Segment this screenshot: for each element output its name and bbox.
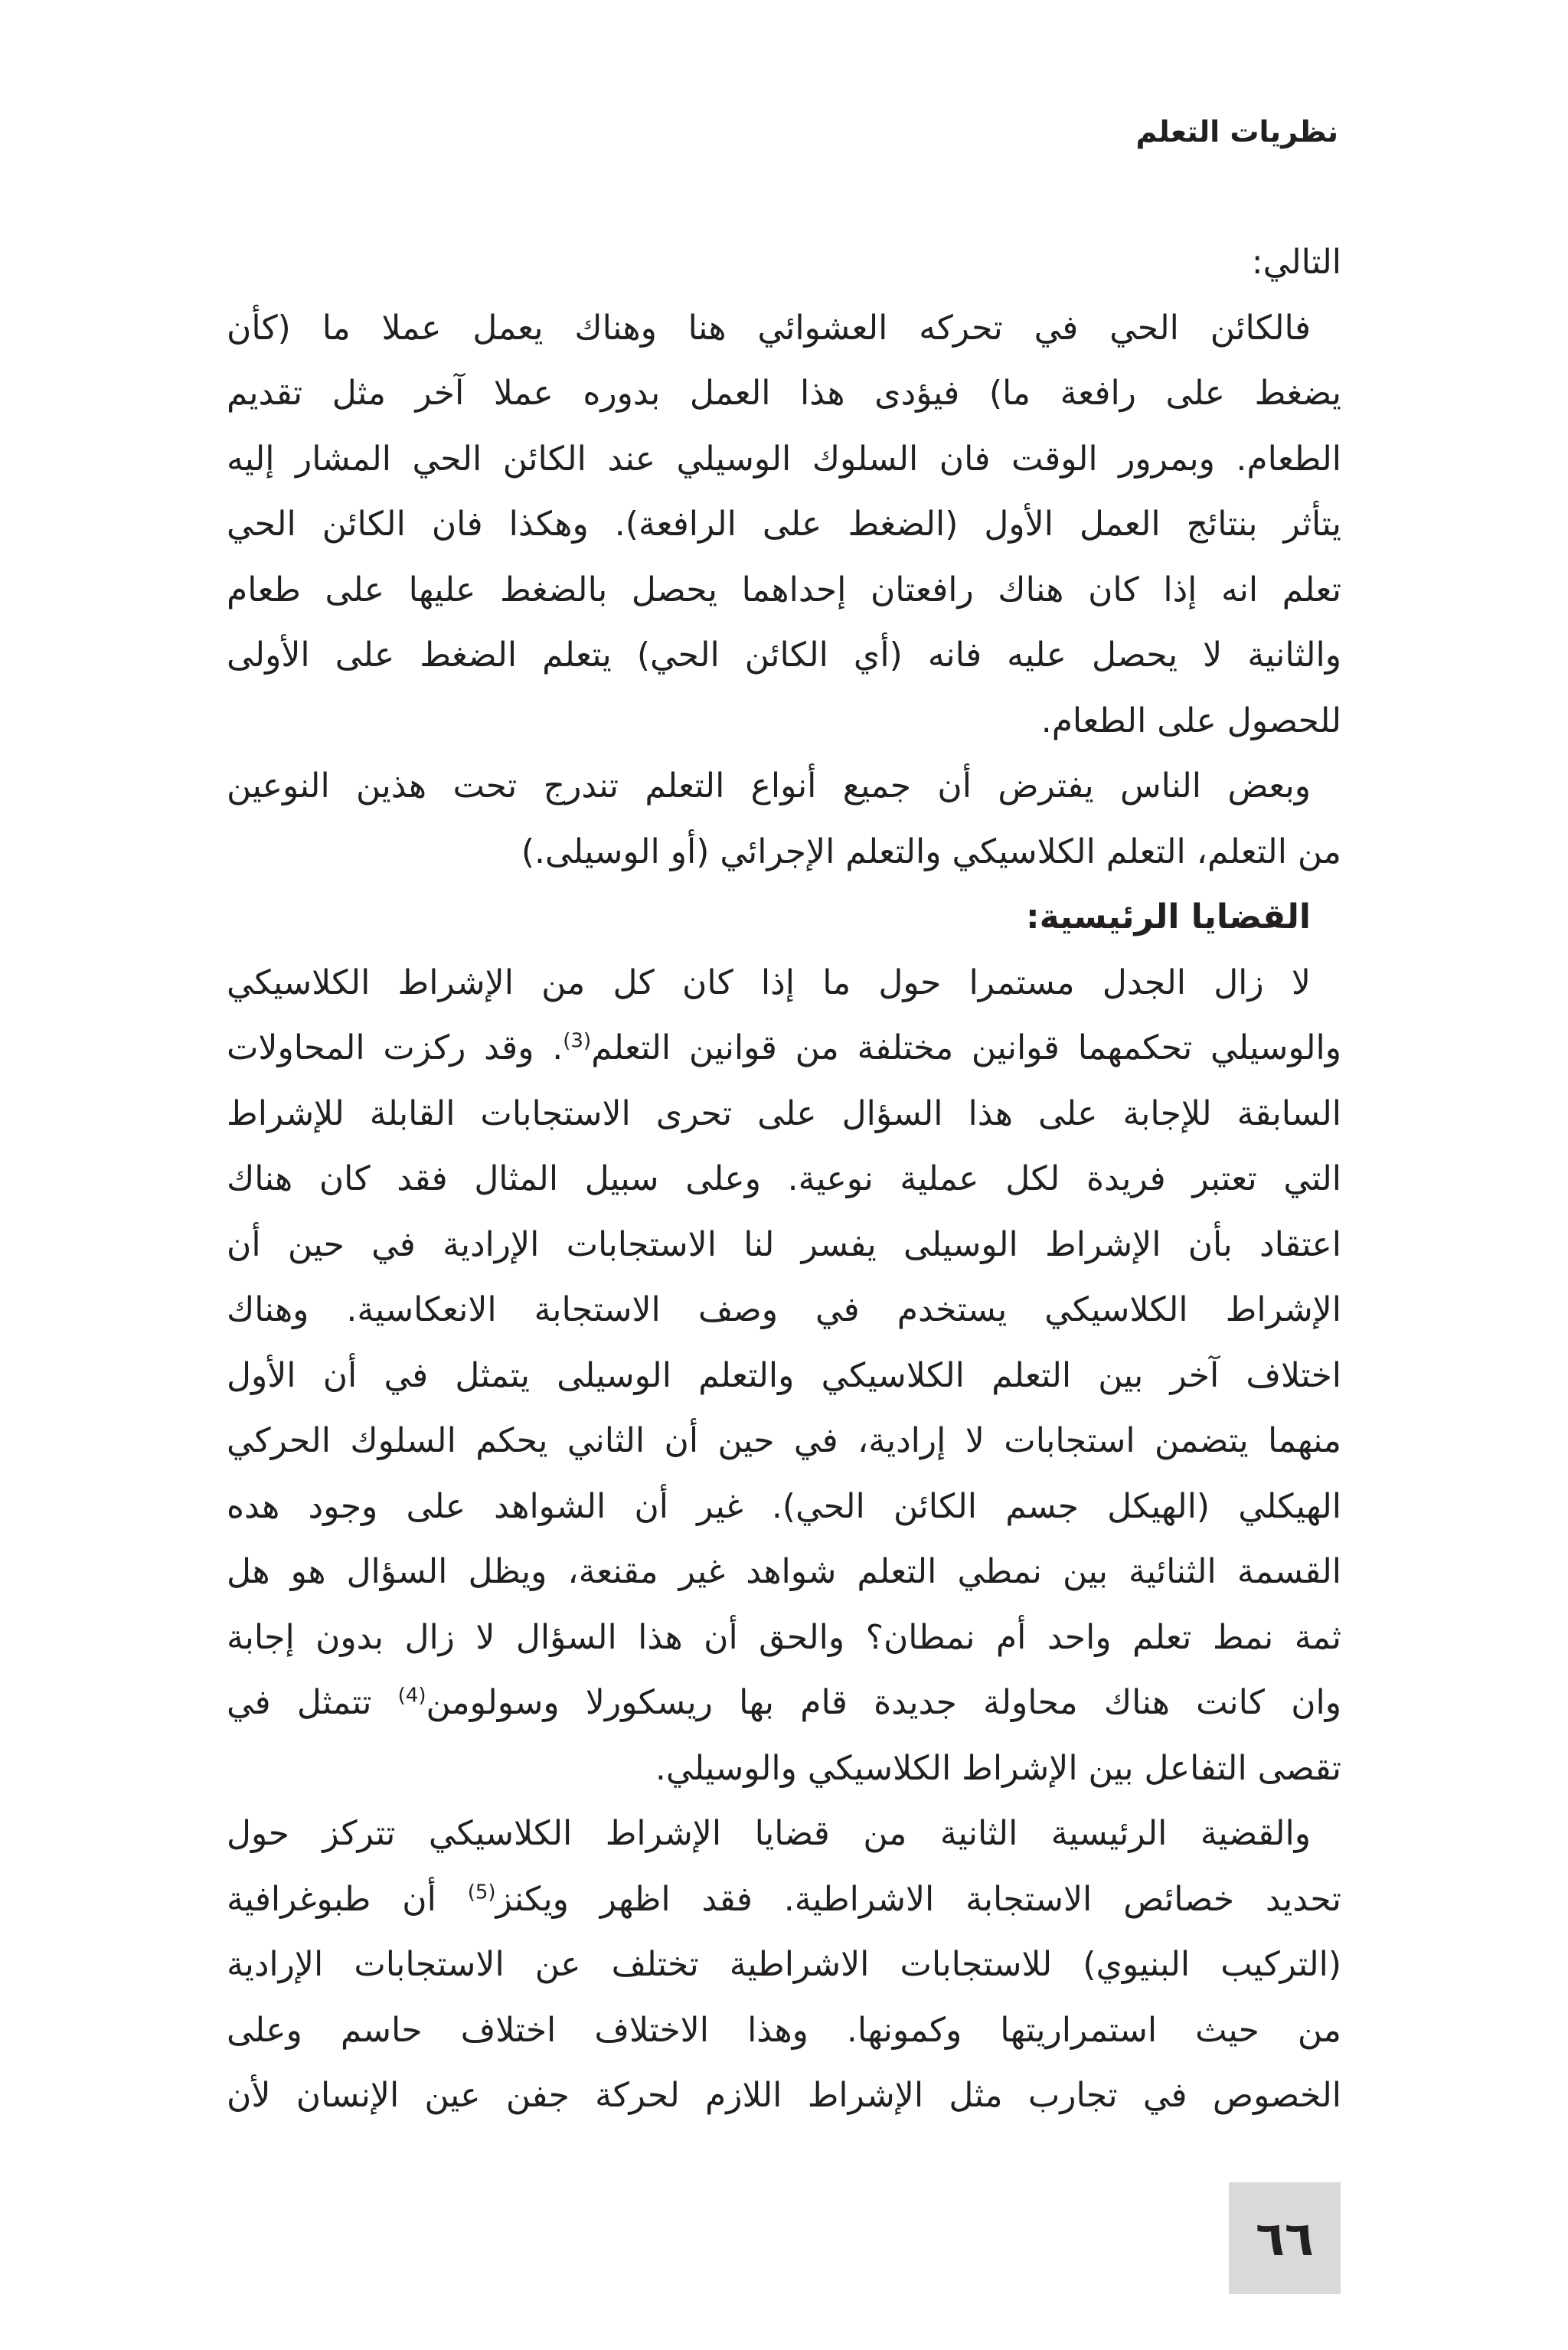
text-line: من حيث استمراريتها وكمونها. وهذا الاختلاف اختلاف حاسم وعلى (227, 2010, 1341, 2050)
text-line: وبعض الناس يفترض أن جميع أنواع التعلم تندرج تحت هذين النوعين (227, 766, 1311, 806)
text-line: الهيكلي (الهيكل جسم الكائن الحي). غير أن الشواهد على وجود هده (227, 1486, 1341, 1526)
text-line: اختلاف آخر بين التعلم الكلاسيكي والتعلم الوسيلى يتمثل في أن الأول (227, 1355, 1341, 1395)
text-line: السابقة للإجابة على هذا السؤال على تحرى الاستجابات القابلة للإشراط (227, 1093, 1341, 1133)
page-number: ٦٦ (1256, 2210, 1314, 2267)
running-header-title: نظريات التعلم (1135, 115, 1338, 149)
footnote-marker: (5) (467, 1880, 496, 1904)
text-line-with-footnote (227, 1867, 1341, 1933)
text-line: التالي: (1251, 243, 1341, 282)
text-line: الطعام. وبمرور الوقت فان السلوك الوسيلي عند الكائن الحي المشار إليه (227, 439, 1341, 479)
text-segment: تتمثل في (227, 1683, 398, 1722)
section-heading: القضايا الرئيسية: (1026, 897, 1311, 936)
text-line: لا زال الجدل مستمرا حول ما إذا كان كل من الإشراط الكلاسيكي (227, 963, 1311, 1002)
page-number-box (1229, 2182, 1341, 2294)
text-segment: وان كانت هناك محاولة جديدة قام بها ريسكورلا وسولومن (426, 1683, 1341, 1722)
text-line: والثانية لا يحصل عليه فانه (أي الكائن الحي) يتعلم الضغط على الأولى (227, 636, 1341, 675)
text-line: اعتقاد بأن الإشراط الوسيلى يفسر لنا الاستجابات الإرادية في حين أن (227, 1224, 1341, 1264)
text-line: فالكائن الحي في تحركه العشوائي هنا وهناك يعمل عملا ما (كأن (227, 308, 1311, 348)
text-segment: . وقد ركزت المحاولات (227, 1028, 564, 1067)
text-line: ثمة نمط تعلم واحد أم نمطان؟ والحق أن هذا السؤال لا زال بدون إجابة (227, 1617, 1341, 1657)
text-segment: تحديد خصائص الاستجابة الاشراطية. فقد اظهر ويكنز (495, 1879, 1341, 1919)
text-segment: أن طبوغرافية (227, 1879, 468, 1919)
text-line-with-footnote (227, 1015, 1341, 1081)
text-line: (التركيب البنيوي) للاستجابات الاشراطية تختلف عن الاستجابات الإرادية (227, 1945, 1341, 1984)
text-line: من التعلم، التعلم الكلاسيكي والتعلم الإجرائي (أو الوسيلى.) (521, 832, 1341, 871)
text-line-with-footnote (227, 1670, 1341, 1736)
text-line: يتأثر بنتائج العمل الأول (الضغط على الرافعة). وهكذا فان الكائن الحي (227, 505, 1341, 544)
body-text (227, 230, 1341, 2129)
text-line: تقصى التفاعل بين الإشراط الكلاسيكي والوسيلي. (655, 1748, 1341, 1788)
footnote-marker: (4) (397, 1684, 426, 1708)
text-segment: والوسيلي تحكمهما قوانين مختلفة من قوانين التعلم (591, 1028, 1341, 1067)
text-line: الخصوص في تجارب مثل الإشراط اللازم لحركة جفن عين الإنسان لأن (227, 2076, 1341, 2115)
text-line: تعلم انه إذا كان هناك رافعتان إحداهما يحصل بالضغط عليها على طعام (227, 570, 1341, 610)
text-line: القسمة الثنائية بين نمطي التعلم شواهد غير مقنعة، ويظل السؤال هو هل (227, 1552, 1341, 1591)
text-line: منهما يتضمن استجابات لا إرادية، في حين أن الثاني يحكم السلوك الحركي (227, 1421, 1341, 1460)
text-line: يضغط على رافعة ما) فيؤدى هذا العمل بدوره عملا آخر مثل تقديم (227, 374, 1341, 413)
text-line: التي تعتبر فريدة لكل عملية نوعية. وعلى سبيل المثال فقد كان هناك (227, 1159, 1341, 1198)
text-line: الإشراط الكلاسيكي يستخدم في وصف الاستجابة الانعكاسية. وهناك (227, 1290, 1341, 1329)
text-line: للحصول على الطعام. (1040, 701, 1341, 740)
text-line: والقضية الرئيسية الثانية من قضايا الإشراط الكلاسيكي تتركز حول (227, 1814, 1311, 1853)
footnote-marker: (3) (563, 1029, 592, 1053)
